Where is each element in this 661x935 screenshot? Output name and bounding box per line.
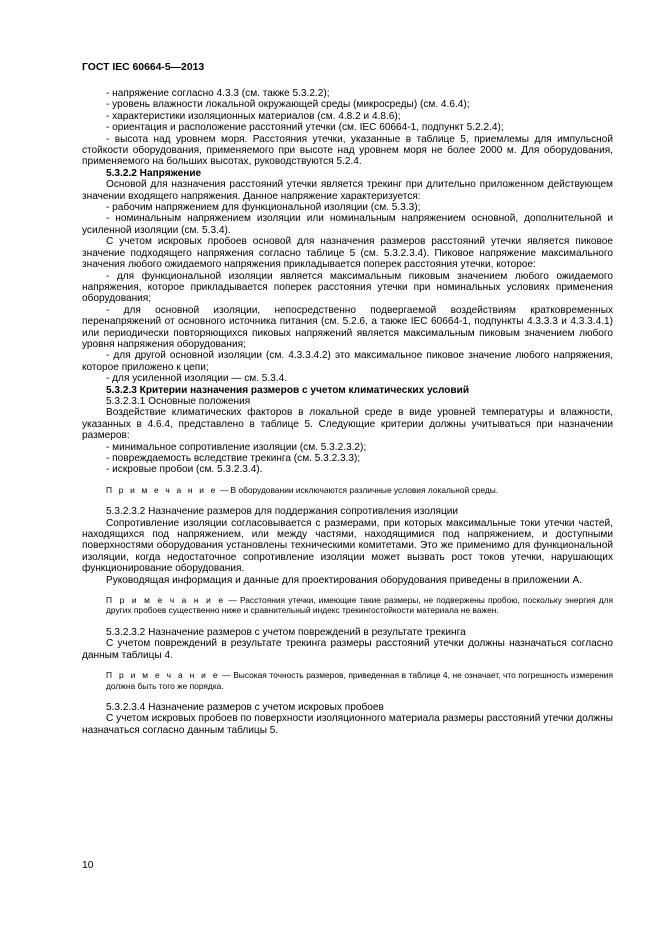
body-paragraph: - для основной изоляции, непосредственно подвергаемой воздействиям кратковременных перенапряжений от основного источника питания (см. 5.2.6, а также IEC 60664-1, подпункты 4.3.3.3 и 4.3.3.4.1) или периодически повторяющихся пиковых напряжений является максимальным пиковым значением любого уровня напряжения оборудования; [82,304,613,350]
body-paragraph: 5.3.2.3.4 Назначение размеров с учетом искровых пробоев [106,701,384,713]
note-text: — В оборудовании исключаются различные условия локальной среды. [217,484,499,495]
page-number: 10 [82,860,94,871]
body-paragraph: - минимальное сопротивление изоляции (см. 5.3.2.3.2); [106,441,367,453]
document-body [82,88,614,736]
body-paragraph: Основой для назначения расстояний утечки является трекинг при длительно приложенном действующем значении входящего напряжения. Данное напряжение характеризуется: [82,179,613,202]
body-paragraph: - искровые пробои (см. 5.3.2.3.4). [106,464,263,476]
body-paragraph: - для функциональной изоляции является максимальным пиковым значением любого ожидаемого напряжения, которое прикладывается поперек расстояния утечки при номинальных условиях применения оборудования; [82,270,613,305]
section-heading: 5.3.2.2 Напряжение [106,167,202,179]
body-paragraph: - номинальным напряжением изоляции или номинальным напряжением основной, дополнительной и усиленной изоляции (см. 5.3.4). [82,213,613,236]
body-paragraph: - повреждаемость вследствие трекинга (см. 5.3.2.3.3); [106,453,361,464]
body-paragraph: - уровень влажности локальной окружающей среды (микросреды) (см. 4.6.4); [106,99,470,111]
body-paragraph: - для усиленной изоляции — см. 5.3.4. [106,373,288,385]
body-paragraph: - высота над уровнем моря. Расстояния утечки, указанные в таблице 5, приемлемы для импульсной стойкости оборудования, применяемого при высоте над уровнем моря не более 2000 м. Для оборудования, применяемого на больших высотах, руководствуются 5.2.4. [82,133,613,168]
body-paragraph: - характеристики изоляционных материалов (см. 4.8.2 и 4.8.6); [106,110,401,122]
spacer [106,616,613,627]
note-text: — Высокая точность размеров, приведенная в таблице 4, не означает, что погрешность измерения должна быть того же порядка. [106,670,613,691]
note-label: П р и м е ч а н и е [106,670,220,681]
note-paragraph [106,595,613,616]
spacer [106,495,613,506]
document-header: ГОСТ IEC 60664-5—2013 [82,62,205,73]
section-heading: 5.3.2.3 Критерии назначения размеров с учетом климатических условий [106,384,470,396]
body-paragraph: С учетом повреждений в результате трекинга размеры расстояний утечки должны назначаться согласно данным таблицы 4. [82,638,613,661]
spacer [106,476,613,485]
note-label: П р и м е ч а н и е [106,484,218,495]
note-label: П р и м е ч а н и е [106,595,226,606]
body-paragraph: - рабочим напряжением для функциональной изоляции (см. 5.3.3); [106,202,421,214]
spacer [106,586,613,595]
body-paragraph: - ориентация и расположение расстояний утечки (см. IEC 60664-1, подпункт 5.2.2.4); [106,122,504,134]
body-paragraph: С учетом искровых пробоев основой для назначения размеров расстояний утечки является пиковое значение подходящего напряжения согласно таблице 5 (см. 5.3.2.3.4). Пиковое напряжение максимального значения любого ожидаемого напряжения прикладывается поперек расстояния утечки, которое: [82,236,613,271]
note-text: — Расстояния утечки, имеющие такие размеры, не подвержены пробою, поскольку энергия для других пробоев существенно ниже и сравнительный индекс трекингостойкости материала не важен. [106,595,614,616]
spacer [106,691,613,702]
body-paragraph: 5.3.2.3.2 Назначение размеров для поддержания сопротивления изоляции [106,506,459,518]
body-paragraph: С учетом искровых пробоев по поверхности изоляционного материала размеры расстояний утечки должны назначаться согласно данным таблицы 5. [82,713,613,736]
note-paragraph [106,485,613,495]
note-paragraph [106,670,613,691]
body-paragraph: Руководящая информация и данные для проектирования оборудования приведены в приложении А. [106,574,583,586]
body-paragraph: Воздействие климатических факторов в локальной среде в виде уровней температуры и влажности, указанных в 4.6.4, представлено в таблице 5. Следующие критерии должны учитываться при назначении размеров: [82,407,613,442]
body-paragraph: 5.3.2.3.1 Основные положения [106,395,251,407]
body-paragraph: - напряжение согласно 4.3.3 (см. также 5.3.2.2); [106,88,330,99]
body-paragraph: 5.3.2.3.2 Назначение размеров с учетом повреждений в результате трекинга [106,626,466,638]
spacer [106,661,613,670]
body-paragraph: - для другой основной изоляции (см. 4.3.3.4.2) это максимальное пиковое значение любого напряжения, которое приложено к цепи; [82,350,613,373]
body-paragraph: Сопротивление изоляции согласовывается с размерами, при которых максимальные токи утечки частей, находящихся под напряжением, или между частями, находящимися под напряжением, и доступными поверхностями оборудования установлены техническими комитетами. Это же применимо для функциональной изоляции, когда недостаточное сопротивление изоляции может вызвать рост токов утечки, нарушающих функционирование оборудования. [82,517,613,575]
